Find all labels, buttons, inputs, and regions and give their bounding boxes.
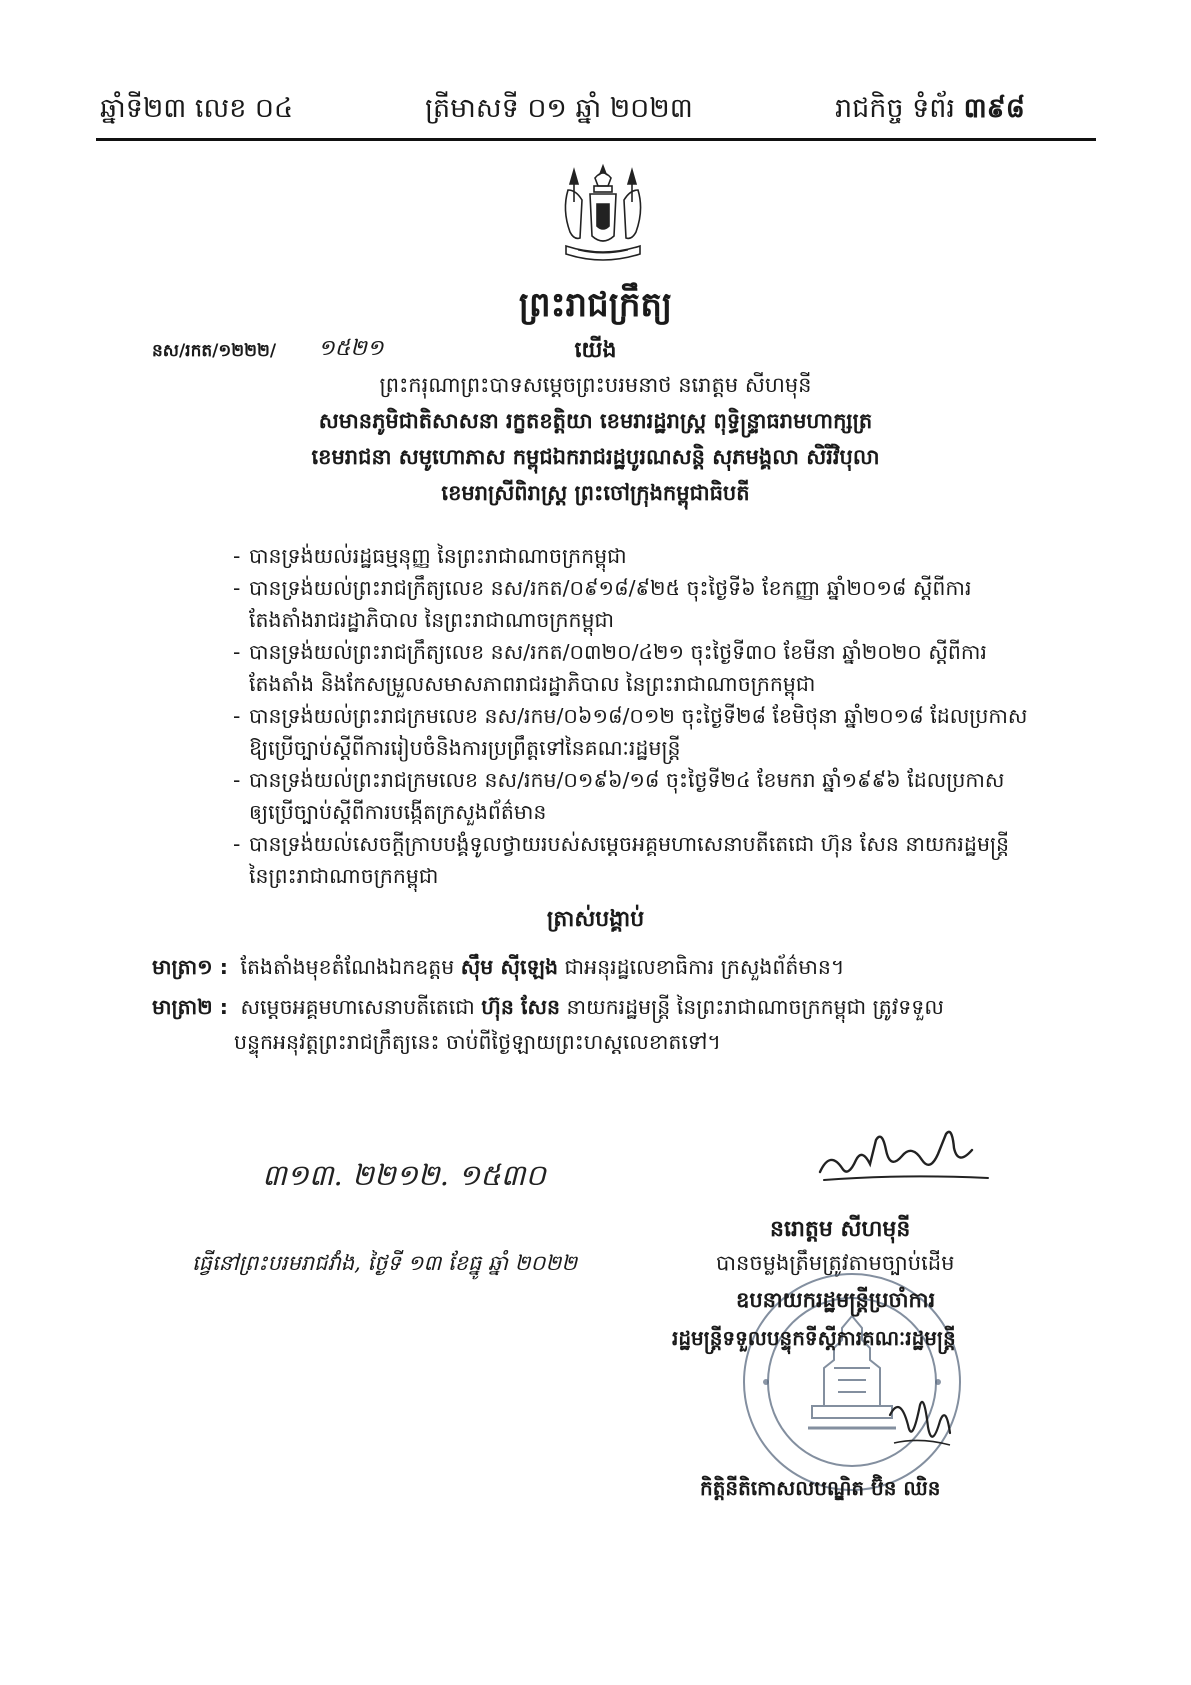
place-and-date: ធ្វើនៅព្រះបរមរាជវាំង, ថ្ងៃទី ១៣ ខែធ្នូ ឆ្នាំ ២០២២ [192,1251,578,1275]
consideration-item: - បានទ្រង់យល់ព្រះរាជក្រមលេខ នស/រកម/០៦១៨/០១២ ចុះថ្ងៃទី២៨ ខែមិថុនា ឆ្នាំ២០១៨ ដែលប្រកាស ឱ្យប្រើច្បាប់ស្តីពីការរៀបចំនិងការប្រព្រឹត្តទៅនៃគណៈរដ្ឋមន្ត្រី [233,700,1063,764]
document-title: ព្រះរាជក្រឹត្យ [518,285,673,325]
handwritten-date: ៣១៣. ២២១២. ១៥៣០ [262,1158,546,1192]
article-1: មាត្រា១ : តែងតាំងមុខតំណែងឯកឧត្តម ស៊ឹម ស៊ីឡេង ជាអនុរដ្ឋលេខាធិការ ក្រសួងព័ត៌មាន។ [152,950,844,984]
reference-number: នស/រកត/១២២២/ [152,341,277,361]
article-label: មាត្រា២ : [152,995,228,1019]
consideration-item: - បានទ្រង់យល់សេចក្តីក្រាបបង្គំទូលថ្វាយរបស់សម្តេចអគ្គមហាសេនាបតីតេជោ ហ៊ុន សែន នាយករដ្ឋមន្ត្រី នៃព្រះរាជាណាចក្រកម្ពុជា [233,828,1063,892]
article-2-continuation: បន្ទុកអនុវត្តព្រះរាជក្រឹត្យនេះ ចាប់ពីថ្ងៃឡាយព្រះហស្តលេខាតទៅ។ [234,1030,721,1054]
appointee-name: ស៊ឹម ស៊ីឡេង [460,955,559,979]
consideration-item: - បានទ្រង់យល់ព្រះរាជក្រមលេខ នស/រកម/០១៩៦/១៨ ចុះថ្ងៃទី២៤ ខែមករា ឆ្នាំ១៩៩៦ ដែលប្រកាស ឲ្យប្រើច្បាប់ស្តីពីការបង្កើតក្រសួងព័ត៌មាន [233,764,1063,828]
certifier-subtitle: រដ្ឋមន្ត្រីទទួលបន្ទុកទីស្តីការគណៈរដ្ឋមន្ត្រី [672,1326,956,1350]
considerations-list [233,540,1063,892]
we-heading: យើង [574,338,617,363]
gazette-issue: ឆ្នាំទី២៣ លេខ ០៤ [100,93,294,124]
royal-title-line: ព្រះករុណាព្រះបាទសម្តេចព្រះបរមនាថ នរោត្តម សីហមុនី [379,373,812,397]
article-2: មាត្រា២ : សម្តេចអគ្គមហាសេនាបតីតេជោ ហ៊ុន សែន នាយករដ្ឋមន្ត្រី នៃព្រះរាជាណាចក្រកម្ពុជា ត្រូវទទួល [152,990,944,1024]
gazette-period: ត្រីមាសទី ០១ ឆ្នាំ ២០២៣ [425,93,693,124]
certifier-title: ឧបនាយករដ្ឋមន្ត្រីប្រចាំការ [736,1288,936,1312]
certifier-name: កិត្តិនីតិកោសលបណ្ឌិត ប៊ិន ឈិន [700,1476,941,1500]
page-label: រាជកិច្ច ទំព័រ [835,93,955,124]
royal-emblem-icon [548,160,658,270]
consideration-item: - បានទ្រង់យល់ព្រះរាជក្រឹត្យលេខ នស/រកត/០៩១៨/៩២៥ ចុះថ្ងៃទី៦ ខែកញ្ញា ឆ្នាំ២០១៨ ស្តីពីការ តែងតាំងរាជរដ្ឋាភិបាល នៃព្រះរាជាណាចក្រកម្ពុជា [233,572,1063,636]
consideration-item: - បានទ្រង់យល់ព្រះរាជក្រឹត្យលេខ នស/រកត/០៣២០/៤២១ ចុះថ្ងៃទី៣០ ខែមីនា ឆ្នាំ២០២០ ស្តីពីការ តែងតាំង និងកែសម្រួលសមាសភាពរាជរដ្ឋាភិបាល នៃព្រះរាជាណាចក្រកម្ពុជា [233,636,1063,700]
header-rule [96,138,1096,141]
gazette-page [835,92,1025,131]
king-signature [812,1120,997,1190]
certified-copy-note: បានចម្លងត្រឹមត្រូវតាមច្បាប់ដើម [716,1251,955,1275]
royal-title-line: ខេមរាស្រីពិរាស្ត្រ ព្រះចៅក្រុងកម្ពុជាធិបតី [441,481,750,505]
page-number: ៣៩៨ [963,93,1025,124]
reference-number-handwritten: ១៥២១ [318,336,384,361]
consideration-item: - បានទ្រង់យល់រដ្ឋធម្មនុញ្ញ នៃព្រះរាជាណាចក្រកម្ពុជា [233,540,1063,572]
royal-title-line: ខេមរាជនា សមូហោភាស កម្ពុជឯករាជរដ្ឋបូរណសន្តិ សុភមង្គលា សិរីវិបុលា [311,445,880,469]
royal-title-line: សមានភូមិជាតិសាសនា រក្ខតខត្តិយា ខេមរារដ្ឋរាស្ត្រ ពុទ្ធិន្ទ្រាធរាមហាក្សត្រ [318,409,873,433]
article-label: មាត្រា១ : [152,955,228,979]
order-heading: ត្រាស់បង្គាប់ [546,907,645,932]
signer-name: នរោត្តម សីហមុនី [770,1217,911,1242]
prime-minister-name: ហ៊ុន សែន [481,995,561,1019]
certifier-signature [880,1385,960,1465]
